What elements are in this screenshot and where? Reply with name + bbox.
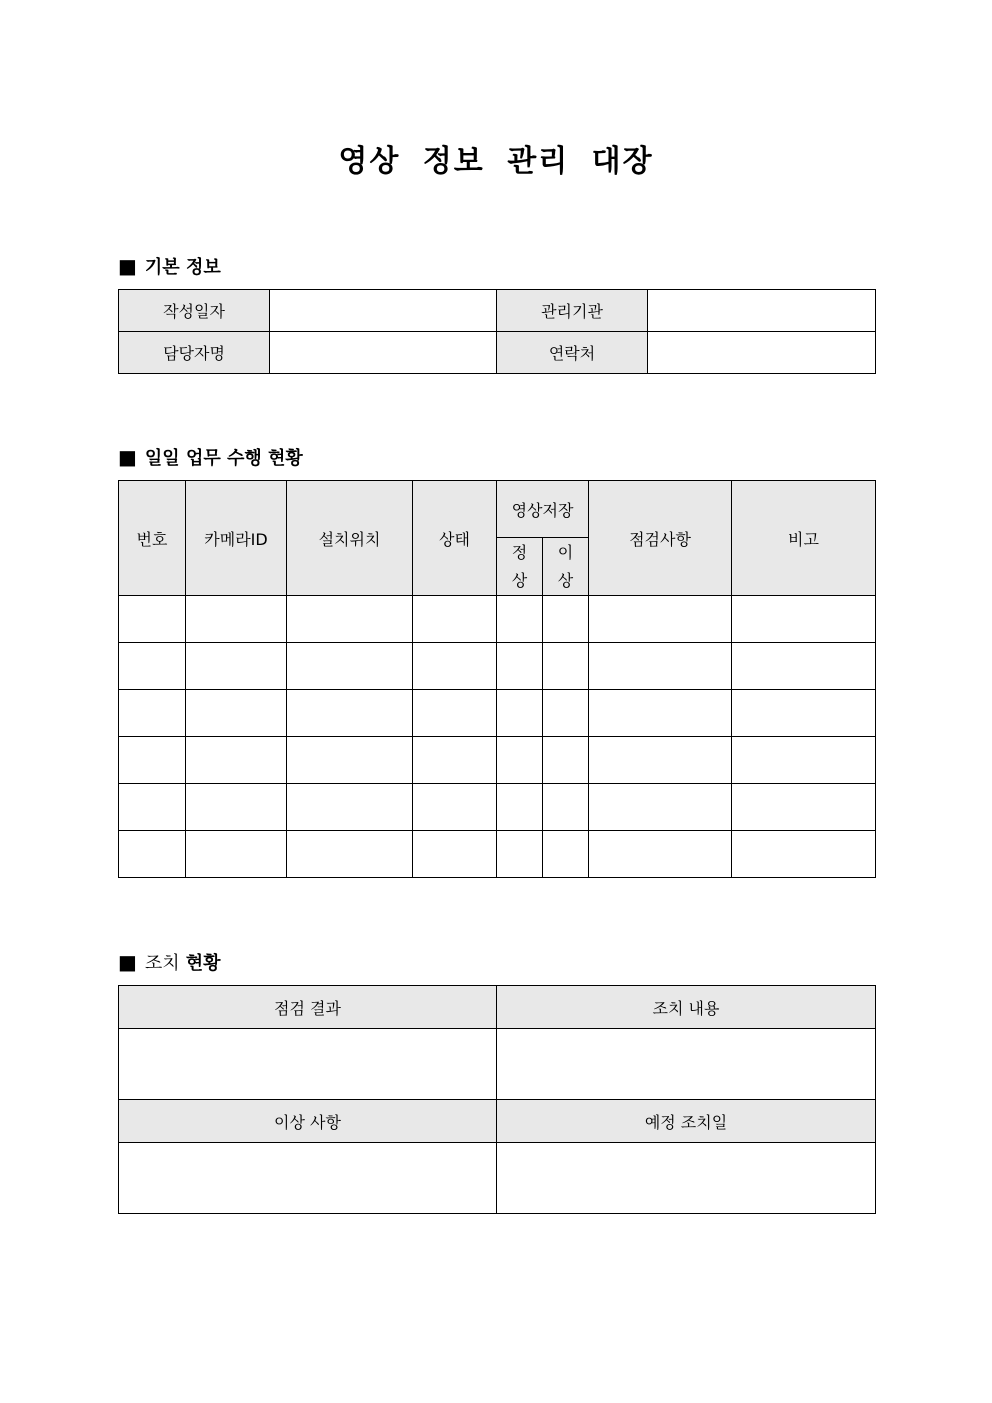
square-bullet-icon: ■ [118, 950, 137, 974]
table-cell[interactable] [186, 643, 287, 690]
table-cell[interactable] [413, 784, 497, 831]
table-cell[interactable] [413, 737, 497, 784]
table-cell[interactable] [543, 784, 589, 831]
table-cell[interactable] [589, 596, 732, 643]
table-cell[interactable] [119, 831, 186, 878]
table-cell[interactable] [589, 831, 732, 878]
created-date-field[interactable] [270, 290, 497, 332]
created-date-label: 작성일자 [119, 290, 270, 332]
table-cell[interactable] [287, 643, 413, 690]
col-header-normal-char2: 상 [511, 570, 528, 590]
table-cell[interactable] [497, 737, 543, 784]
table-cell[interactable] [497, 690, 543, 737]
col-header-abnormal-char1: 이 [557, 542, 574, 562]
table-cell[interactable] [413, 643, 497, 690]
table-cell[interactable] [543, 596, 589, 643]
table-cell[interactable] [287, 690, 413, 737]
table-cell[interactable] [119, 643, 186, 690]
table-cell[interactable] [287, 737, 413, 784]
table-cell[interactable] [119, 596, 186, 643]
table-cell[interactable] [413, 831, 497, 878]
manager-field[interactable] [270, 332, 497, 374]
col-header-abnormal [543, 538, 589, 596]
table-cell[interactable] [186, 784, 287, 831]
table-cell[interactable] [119, 737, 186, 784]
table-row [119, 737, 876, 784]
table-cell[interactable] [589, 784, 732, 831]
table-row [119, 643, 876, 690]
table-row [119, 690, 876, 737]
col-header-storage: 영상저장 [497, 481, 589, 538]
action-content-label: 조치 내용 [497, 986, 876, 1029]
table-cell[interactable] [186, 596, 287, 643]
table-cell[interactable] [497, 643, 543, 690]
col-header-status: 상태 [413, 481, 497, 596]
table-cell[interactable] [732, 784, 876, 831]
table-cell[interactable] [497, 596, 543, 643]
section-daily-label: 일일 업무 수행 현황 [144, 448, 303, 469]
issue-label: 이상 사항 [119, 1100, 497, 1143]
planned-date-label: 예정 조치일 [497, 1100, 876, 1143]
col-header-location: 설치위치 [287, 481, 413, 596]
agency-label: 관리기관 [497, 290, 648, 332]
table-cell[interactable] [543, 643, 589, 690]
col-header-note: 비고 [732, 481, 876, 596]
table-row [119, 596, 876, 643]
table-cell[interactable] [497, 831, 543, 878]
table-cell[interactable] [589, 690, 732, 737]
table-cell[interactable] [186, 737, 287, 784]
table-cell[interactable] [497, 784, 543, 831]
manager-label: 담당자명 [119, 332, 270, 374]
col-header-camera-id: 카메라ID [186, 481, 287, 596]
table-cell[interactable] [119, 690, 186, 737]
col-header-abnormal-char2: 상 [557, 570, 574, 590]
section-action-label-light: 조치 [144, 953, 180, 974]
table-cell[interactable] [543, 690, 589, 737]
section-daily-heading [118, 444, 303, 470]
table-cell[interactable] [732, 643, 876, 690]
table-cell[interactable] [732, 737, 876, 784]
section-basic-label: 기본 정보 [144, 257, 221, 278]
col-header-no: 번호 [119, 481, 186, 596]
table-cell[interactable] [589, 643, 732, 690]
daily-work-table [118, 480, 876, 878]
col-header-check-items: 점검사항 [589, 481, 732, 596]
section-basic-heading [118, 253, 221, 279]
table-cell[interactable] [732, 831, 876, 878]
table-cell[interactable] [543, 831, 589, 878]
page-title: 영상 정보 관리 대장 [338, 144, 654, 179]
square-bullet-icon: ■ [118, 254, 137, 278]
planned-date-field[interactable] [497, 1143, 876, 1214]
section-action-label-bold: 현황 [185, 953, 221, 974]
inspection-result-field[interactable] [119, 1029, 497, 1100]
section-action-heading [118, 949, 220, 975]
contact-field[interactable] [648, 332, 876, 374]
table-cell[interactable] [287, 784, 413, 831]
action-content-field[interactable] [497, 1029, 876, 1100]
table-cell[interactable] [186, 690, 287, 737]
table-row [119, 831, 876, 878]
table-row [119, 784, 876, 831]
col-header-normal [497, 538, 543, 596]
table-cell[interactable] [287, 596, 413, 643]
table-cell[interactable] [413, 690, 497, 737]
inspection-result-label: 점검 결과 [119, 986, 497, 1029]
table-cell[interactable] [543, 737, 589, 784]
action-status-table [118, 985, 876, 1214]
table-cell[interactable] [413, 596, 497, 643]
table-cell[interactable] [589, 737, 732, 784]
agency-field[interactable] [648, 290, 876, 332]
basic-info-table [118, 289, 876, 374]
square-bullet-icon: ■ [118, 445, 137, 469]
contact-label: 연락처 [497, 332, 648, 374]
col-header-normal-char1: 정 [511, 542, 528, 562]
table-cell[interactable] [119, 784, 186, 831]
table-cell[interactable] [732, 690, 876, 737]
table-cell[interactable] [287, 831, 413, 878]
issue-field[interactable] [119, 1143, 497, 1214]
table-cell[interactable] [186, 831, 287, 878]
table-cell[interactable] [732, 596, 876, 643]
